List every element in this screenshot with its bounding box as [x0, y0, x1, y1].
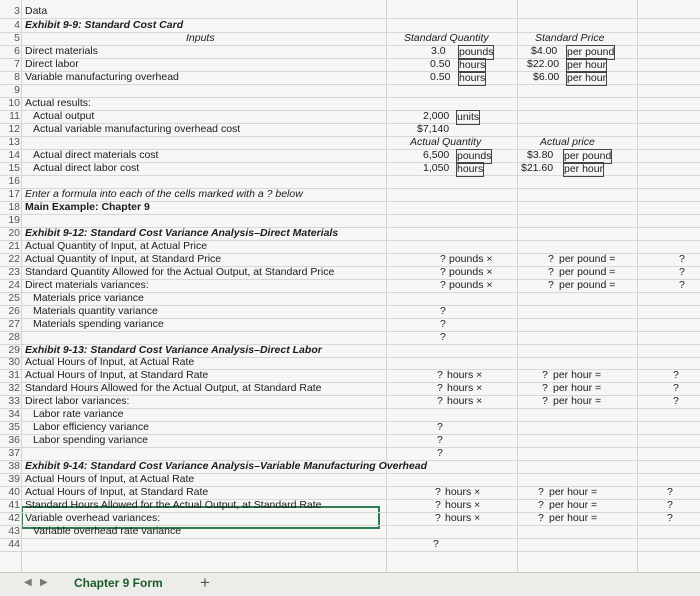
cell[interactable]: hours × [445, 486, 481, 498]
row-gridline [0, 136, 700, 137]
cell[interactable]: Variable overhead rate variance [33, 525, 182, 537]
cell[interactable]: per hour = [549, 512, 598, 524]
cell[interactable]: ? [542, 382, 548, 394]
cell[interactable]: Inputs [186, 32, 215, 44]
cell[interactable]: ? [437, 369, 443, 381]
cell[interactable]: ? [440, 266, 446, 278]
cell[interactable]: Data [25, 5, 48, 17]
cell[interactable]: ? [440, 305, 446, 317]
cell[interactable]: Main Example: Chapter 9 [25, 201, 150, 213]
cell[interactable]: per hour = [549, 499, 598, 511]
cell[interactable]: ? [437, 395, 443, 407]
cell[interactable]: Labor efficiency variance [33, 421, 149, 433]
row-number[interactable]: 12 [8, 123, 20, 135]
row-number[interactable]: 39 [8, 473, 20, 485]
cell[interactable]: pounds × [449, 279, 493, 291]
cell[interactable]: per pound [567, 46, 615, 58]
cell[interactable]: ? [538, 512, 544, 524]
cell[interactable]: ? [667, 486, 673, 498]
cell[interactable]: hours [459, 59, 486, 71]
cell[interactable]: Exhibit 9-12: Standard Cost Variance Analysis–Direct Materials [25, 227, 339, 239]
row-number[interactable]: 9 [14, 84, 20, 96]
cell[interactable]: per hour = [553, 395, 602, 407]
row-number[interactable]: 17 [8, 188, 20, 200]
row-number[interactable]: 19 [8, 214, 20, 226]
cell[interactable]: ? [679, 279, 685, 291]
row-number[interactable]: 41 [8, 499, 20, 511]
cell[interactable]: Actual Quantity [410, 136, 482, 148]
cell[interactable]: 6,500 [423, 149, 450, 161]
cell[interactable]: $4.00 [531, 45, 558, 57]
tab-chapter-9-form[interactable]: Chapter 9 Form [74, 576, 163, 590]
row-number[interactable]: 34 [8, 408, 20, 420]
row-number[interactable]: 42 [8, 512, 20, 524]
cell[interactable]: per hour = [553, 382, 602, 394]
row-gridline [0, 551, 700, 552]
cell[interactable]: $7,140 [417, 123, 450, 135]
row-number[interactable]: 6 [14, 45, 20, 57]
cell[interactable]: Materials quantity variance [33, 305, 158, 317]
row-number[interactable]: 43 [8, 525, 20, 537]
cell[interactable]: $3.80 [527, 149, 554, 161]
cell[interactable]: $6.00 [533, 71, 560, 83]
cell[interactable]: per pound = [559, 279, 616, 291]
cell[interactable]: Actual direct materials cost [33, 149, 159, 161]
cell[interactable]: Standard Quantity [404, 32, 489, 44]
row-number[interactable]: 38 [8, 460, 20, 472]
cell[interactable]: hours × [445, 512, 481, 524]
add-sheet-button[interactable]: + [200, 573, 210, 592]
cell[interactable]: pounds [459, 46, 494, 58]
row-number[interactable]: 3 [14, 5, 20, 17]
row-number[interactable]: 18 [8, 201, 20, 213]
row-number[interactable]: 27 [8, 318, 20, 330]
row-number[interactable]: 13 [8, 136, 20, 148]
row-number[interactable]: 8 [14, 71, 20, 83]
cell[interactable]: ? [542, 369, 548, 381]
row-number[interactable]: 10 [8, 97, 20, 109]
cell[interactable]: ? [433, 538, 439, 550]
cell[interactable]: ? [679, 266, 685, 278]
cell[interactable]: ? [440, 331, 446, 343]
cell[interactable]: ? [435, 499, 441, 511]
cell[interactable]: pounds × [449, 253, 493, 265]
row-number[interactable]: 20 [8, 227, 20, 239]
cell[interactable]: ? [548, 253, 554, 265]
cell[interactable]: ? [437, 447, 443, 459]
row-number[interactable]: 32 [8, 382, 20, 394]
row-number[interactable]: 22 [8, 253, 20, 265]
row-number[interactable]: 25 [8, 292, 20, 304]
row-gridline [0, 214, 700, 215]
row-number[interactable]: 24 [8, 279, 20, 291]
cell[interactable]: ? [673, 382, 679, 394]
cell[interactable]: Actual Quantity of Input, at Actual Price [25, 240, 208, 252]
row-number[interactable]: 36 [8, 434, 20, 446]
cell[interactable]: hours × [447, 382, 483, 394]
cell[interactable]: hours × [445, 499, 481, 511]
cell[interactable]: Actual results: [25, 97, 91, 109]
cell[interactable]: Exhibit 9-9: Standard Cost Card [25, 19, 184, 31]
row-gridline [0, 538, 700, 539]
cell[interactable]: ? [679, 253, 685, 265]
cell[interactable]: per pound = [559, 253, 616, 265]
cell[interactable]: ? [435, 486, 441, 498]
row-gridline [0, 110, 700, 111]
row-gridline [0, 97, 700, 98]
cell[interactable]: $21.60 [521, 162, 554, 174]
cell[interactable]: Direct labor [25, 58, 79, 70]
cell[interactable]: Variable overhead variances: [25, 512, 161, 524]
cell[interactable]: Standard Hours Allowed for the Actual Output, at Standard Rate [25, 382, 322, 394]
cell[interactable]: Materials spending variance [33, 318, 164, 330]
row-number[interactable]: 5 [14, 32, 20, 44]
row-number[interactable]: 4 [14, 19, 20, 31]
row-number[interactable]: 31 [8, 369, 20, 381]
cell[interactable]: Actual variable manufacturing overhead cost [33, 123, 241, 135]
row-number[interactable]: 29 [8, 344, 20, 356]
tab-scroll-left-icon[interactable]: ◀ [24, 577, 32, 588]
row-number[interactable]: 44 [8, 538, 20, 550]
row-number[interactable]: 37 [8, 447, 20, 459]
cell[interactable]: $22.00 [527, 58, 560, 70]
cell[interactable]: ? [548, 266, 554, 278]
cell[interactable]: ? [440, 253, 446, 265]
row-number[interactable]: 15 [8, 162, 20, 174]
cell[interactable]: per hour [567, 59, 607, 71]
cell[interactable]: 0.50 [430, 71, 451, 83]
cell[interactable]: 1,050 [423, 162, 450, 174]
row-number[interactable]: 21 [8, 240, 20, 252]
cell[interactable]: Standard Quantity Allowed for the Actual Output, at Standard Price [25, 266, 335, 278]
cell[interactable]: Actual Quantity of Input, at Standard Price [25, 253, 222, 265]
cell[interactable]: ? [538, 486, 544, 498]
row-number[interactable]: 30 [8, 356, 20, 368]
cell[interactable]: Direct materials [25, 45, 98, 57]
cell[interactable]: ? [437, 382, 443, 394]
cell[interactable]: Actual output [33, 110, 95, 122]
cell[interactable]: Actual Hours of Input, at Actual Rate [25, 473, 195, 485]
cell[interactable]: ? [440, 279, 446, 291]
row-number[interactable]: 23 [8, 266, 20, 278]
cell[interactable]: pounds × [449, 266, 493, 278]
cell[interactable]: Standard Hours Allowed for the Actual Output, at Standard Rate [25, 499, 322, 511]
cell[interactable]: ? [673, 395, 679, 407]
cell[interactable]: hours × [447, 369, 483, 381]
cell[interactable]: ? [440, 318, 446, 330]
row-number[interactable]: 26 [8, 305, 20, 317]
cell[interactable]: ? [437, 434, 443, 446]
cell[interactable]: Actual Hours of Input, at Standard Rate [25, 369, 209, 381]
cell[interactable]: ? [437, 421, 443, 433]
cell[interactable]: 2,000 [423, 110, 450, 122]
cell[interactable]: Exhibit 9-14: Standard Cost Variance Analysis–Variable Manufacturing Overhead [25, 460, 428, 472]
cell[interactable]: per hour [564, 163, 604, 175]
row-number[interactable]: 16 [8, 175, 20, 187]
cell[interactable]: ? [538, 499, 544, 511]
cell[interactable]: Actual Hours of Input, at Actual Rate [25, 356, 195, 368]
cell[interactable]: per hour = [553, 369, 602, 381]
row-number[interactable]: 28 [8, 331, 20, 343]
cell[interactable]: pounds [457, 150, 492, 162]
row-gridline [0, 331, 700, 332]
cell[interactable]: Actual direct labor cost [33, 162, 140, 174]
cell[interactable]: hours × [447, 395, 483, 407]
cell[interactable]: Actual price [540, 136, 595, 148]
cell[interactable]: units [457, 111, 480, 123]
cell[interactable]: ? [673, 369, 679, 381]
cell[interactable]: ? [548, 279, 554, 291]
cell[interactable]: ? [435, 512, 441, 524]
cell[interactable]: Labor spending variance [33, 434, 148, 446]
row-number[interactable]: 14 [8, 149, 20, 161]
tab-scroll-right-icon[interactable]: ▶ [40, 577, 48, 588]
cell[interactable]: Enter a formula into each of the cells marked with a ? below [25, 188, 303, 200]
cell[interactable]: per pound = [559, 266, 616, 278]
cell[interactable]: 0.50 [430, 58, 451, 70]
cell[interactable]: hours [457, 163, 484, 175]
cell[interactable]: Standard Price [535, 32, 605, 44]
cell[interactable]: hours [459, 72, 486, 84]
row-number[interactable]: 11 [9, 110, 20, 122]
row-number[interactable]: 40 [8, 486, 20, 498]
cell[interactable]: ? [667, 512, 673, 524]
cell[interactable]: Labor rate variance [33, 408, 124, 420]
cell[interactable]: Direct labor variances: [25, 395, 130, 407]
row-number[interactable]: 33 [8, 395, 20, 407]
cell[interactable]: Materials price variance [33, 292, 144, 304]
cell[interactable]: per hour = [549, 486, 598, 498]
sheet-tab-bar [0, 572, 700, 596]
cell[interactable]: 3.0 [431, 45, 446, 57]
cell[interactable]: Direct materials variances: [25, 279, 149, 291]
row-number[interactable]: 35 [8, 421, 20, 433]
cell[interactable]: Exhibit 9-13: Standard Cost Variance Analysis–Direct Labor [25, 344, 322, 356]
cell[interactable]: per pound [564, 150, 612, 162]
cell[interactable]: per hour [567, 72, 607, 84]
cell[interactable]: ? [667, 499, 673, 511]
row-gridline [0, 447, 700, 448]
row-number[interactable]: 7 [14, 58, 20, 70]
cell[interactable]: Variable manufacturing overhead [25, 71, 179, 83]
cell[interactable]: Actual Hours of Input, at Standard Rate [25, 486, 209, 498]
cell[interactable]: ? [542, 395, 548, 407]
